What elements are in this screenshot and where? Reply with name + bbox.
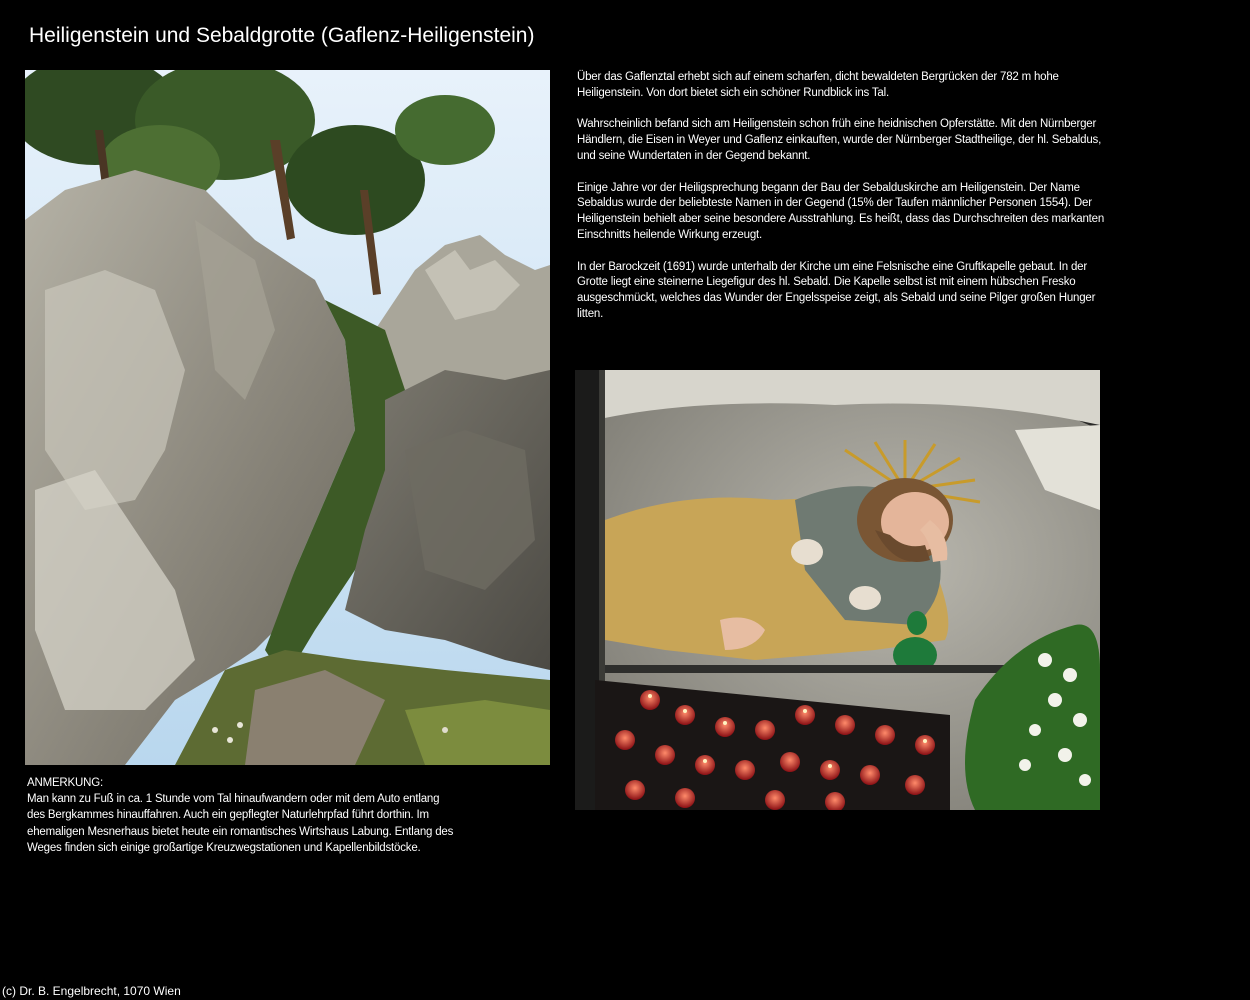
description-text — [577, 70, 1117, 339]
description-paragraph: Über das Gaflenztal erhebt sich auf einem scharfen, dicht bewaldeten Bergrücken der 782 m hohe Heiligenstein. Von dort bietet sich ein schöner Rundblick ins Tal. — [577, 71, 1059, 99]
rock-passage-photo[interactable] — [25, 70, 550, 765]
rock-passage-illustration — [25, 70, 550, 765]
sebald-figure-photo[interactable] — [575, 370, 1100, 810]
copyright-text: (c) Dr. B. Engelbrecht, 1070 Wien — [2, 984, 181, 998]
note-text: Man kann zu Fuß in ca. 1 Stunde vom Tal hinaufwandern oder mit dem Auto entlang des Bergkammes hinauffahren. Auch ein gepflegter Naturlehrpfad führt dorthin. Im ehemaligen Mesnerhaus bietet heute ein romantisches Wirtshaus Labung. Entlang des Weges finden sich einige großartige Kreuzwegstationen und Kapellenbildstöcke. — [27, 793, 454, 854]
description-paragraph: In der Barockzeit (1691) wurde unterhalb der Kirche um eine Felsnische eine Gruftkapelle gebaut. In der Grotte liegt eine steinerne Liegefigur des hl. Sebald. Die Kapelle selbst ist mit einem hübschen Fresko ausgeschmückt, welches das Wunder der Engelsspeise zeigt, als Sebald und seine Pilger großen Hunger litten. — [577, 260, 1096, 320]
sebald-grotto-illustration — [575, 370, 1100, 810]
page-title: Heiligenstein und Sebaldgrotte (Gaflenz-Heiligenstein) — [29, 24, 535, 47]
note-section — [27, 775, 457, 856]
description-paragraph: Wahrscheinlich befand sich am Heiligenstein schon früh eine heidnischen Opferstätte. Mit den Nürnberger Händlern, die Eisen in Weyer und Gaflenz einkauften, wurde der Nürnberger Stadtheilige, der hl. Sebaldus, und seine Wundertaten in der Gegend bekannt. — [577, 118, 1102, 162]
description-paragraph: Einige Jahre vor der Heiligsprechung begann der Bau der Sebalduskirche am Heiligenstein. Der Name Sebaldus wurde der beliebteste Namen in der Gegend (15% der Taufen männlicher Personen 1554). Der Heiligenstein behielt aber seine besondere Ausstrahlung. Es heißt, dass das Durchschreiten des markanten Einschnitts heilende Wirkung erzeugt. — [577, 181, 1105, 241]
note-heading: ANMERKUNG: — [27, 777, 103, 789]
